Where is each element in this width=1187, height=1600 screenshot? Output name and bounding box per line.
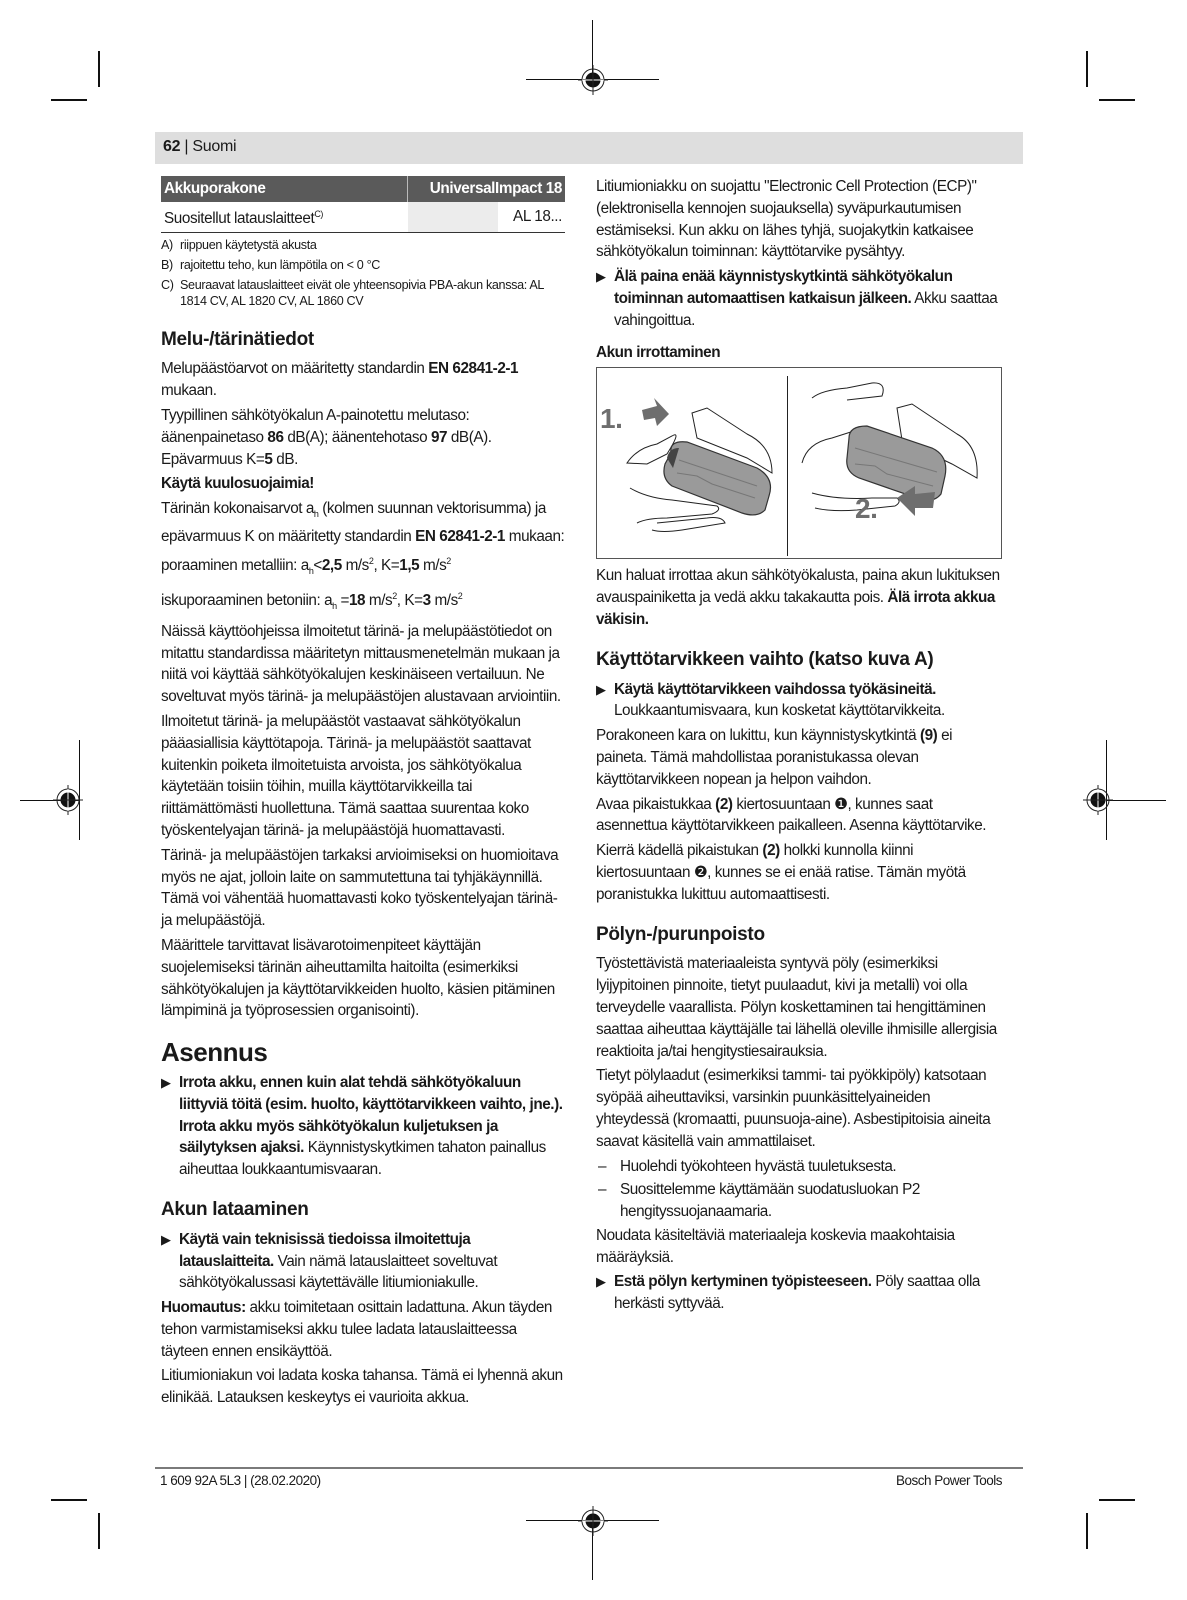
bullet-arrow-icon: ▶: [596, 269, 606, 285]
crop-mark: [51, 1499, 87, 1501]
subsection-heading-removal: Akun irrottaminen: [596, 343, 721, 361]
registration-mark-icon: [1080, 782, 1116, 818]
paragraph: Litiumioniakku on suojattu "Electronic Cell Protection (ECP)" (elektronisella kennojen suojauksella) syväpurkautumisen estämiseksi. Kun akku on lähes tyhjä, suojakytkin katkaisee sähkötyökalun toiminnan: käyttötarvike pysähtyy.: [596, 178, 977, 261]
crop-mark: [1099, 1499, 1135, 1501]
step-2-label: 2.: [855, 493, 878, 525]
registration-mark-icon: [575, 1503, 611, 1539]
vibration-value-metal: poraaminen metalliin: $a_h<2,5$ $m/s^2$, K=1,5 $m/s^2$: [161, 555, 451, 577]
battery-removal-figure: [596, 367, 1002, 559]
step-1-label: 1.: [600, 403, 623, 435]
spec-col-model: UniversalImpact 18: [408, 176, 565, 202]
paragraph: Ilmoitetut tärinä- ja melupäästöt vastaavat sähkötyökalun pääasiallisia käyttötapoja. Tärinä- ja melupäästöt saattavat kuitenkin poiketa ilmoitetuista arvoista, jos sähkötyökalua käytetään toisiin töihin, muilla käyttötarvikkeilla tai riittämättömästi huollettuna. Tämä saattaa suurentaa koko työskentelyajan tärinä- ja melupäästöjä huomattavasti.: [161, 712, 531, 839]
spec-empty-cell: [408, 202, 498, 232]
crop-mark: [1086, 1513, 1088, 1549]
table-row: [161, 202, 565, 232]
page-number: 62: [163, 138, 181, 155]
section-heading-charging: Akun lataaminen: [161, 1198, 309, 1220]
paragraph: Noudata käsiteltäviä materiaaleja koskevia maakohtaisia määräyksiä.: [596, 1226, 955, 1266]
bullet-arrow-icon: ▶: [596, 1274, 606, 1290]
crop-mark: [98, 51, 100, 87]
spec-table-header: [161, 176, 565, 202]
table-notes: [161, 237, 565, 309]
footnote-ref: C): [314, 208, 324, 219]
paragraph: Tärinän kokonaisarvot $a_h$ (kolmen suunnan vektorisumma) ja epävarmuus K on määritetty standardin EN 62841-2-1 mukaan:: [161, 500, 565, 546]
dash-list-item: – Huolehdi työkohteen hyvästä tuuletuksesta.: [598, 1157, 897, 1175]
paragraph: Tietyt pölylaadut (esimerkiksi tammi- tai pyökkipöly) katsotaan syöpää aiheuttaviksi, varsinkin puunkäsittelyaineiden yhteydessä (kromaatti, puunsuoja-aine). Asbestipitoisia aineita saavat käsitellä vain ammattilaiset.: [596, 1067, 991, 1150]
paragraph: Porakoneen kara on lukittu, kun käynnistyskytkintä (9) ei paineta. Tämä mahdollistaa poranistukassa olevan käyttötarvikkeen nopean ja helpon vaihdon.: [596, 727, 953, 788]
crop-mark: [1099, 99, 1135, 101]
push-arrow-icon: [642, 398, 669, 426]
dash-list-item: – Suosittelemme käyttämään suodatusluokan P2 hengityssuojanaamaria.: [598, 1181, 920, 1221]
note-item: A) riippuen käytetystä akusta: [161, 237, 317, 252]
section-heading-noise: Melu-/tärinätiedot: [161, 328, 314, 350]
registration-mark-icon: [50, 782, 86, 818]
spec-row-value: AL 18...: [498, 202, 565, 232]
safety-bullet: ▶ Estä pölyn kertyminen työpisteeseen. Pöly saattaa olla herkästi syttyvää.: [596, 1271, 1004, 1315]
publisher: Bosch Power Tools: [895, 1473, 1002, 1488]
registration-mark-icon: [575, 62, 611, 98]
footer-rule: [155, 1467, 1023, 1469]
left-column: [161, 176, 565, 1412]
header-separator: |: [184, 138, 189, 155]
section-heading-dust: Pölyn-/purunpoisto: [596, 923, 765, 945]
figure-divider: [787, 376, 788, 556]
paragraph: Tyypillinen sähkötyökalun A-painotettu melutaso: äänenpainetaso 86 dB(A); äänentehotaso 97 dB(A). Epävarmuus K=5 dB.: [161, 407, 492, 468]
safety-bullet: ▶ Käytä vain teknisissä tiedoissa ilmoitettuja latauslaitteita. Vain nämä latauslaitteet soveltuvat sähkötyökalussasi käytettävälle litiumioniakulle.: [161, 1229, 565, 1294]
safety-bullet: ▶ Älä paina enää käynnistyskytkintä sähkötyökalun toiminnan automaattisen katkaisun jälkeen. Akku saattaa vahingoittua.: [596, 266, 1004, 331]
note-paragraph: Huomautus: akku toimitetaan osittain ladattuna. Akun täyden tehon varmistamiseksi akku tulee ladata latauslaitteessa täyteen ennen ensikäyttöä.: [161, 1299, 552, 1360]
paragraph: Litiumioniakun voi ladata koska tahansa. Tämä ei lyhennä akun elinikää. Latauksen keskeytys ei vaurioita akkua.: [161, 1367, 563, 1407]
section-heading-tool-change: Käyttötarvikkeen vaihto (katso kuva A): [596, 648, 934, 670]
paragraph: Määrittele tarvittavat lisävarotoimenpiteet käyttäjän suojelemiseksi tärinän aiheuttamilta haitoilta (esimerkiksi sähkötyökalujen ja käyttötarvikkeiden huolto, käsien pitäminen lämpiminä ja työprosessien organisointi).: [161, 936, 555, 1020]
bullet-arrow-icon: ▶: [161, 1074, 171, 1090]
spec-table: [161, 176, 565, 233]
paragraph: Näissä käyttöohjeissa ilmoitetut tärinä- ja melupäästötiedot on mitattu standardissa määritetyn mittausmenetelmän mukaan ja niitä voi käyttää sähkötyökalujen keskinäiseen vertailuun. Ne soveltuvat myös tärinä- ja melupäästöjen alustavaan arviointiin.: [161, 622, 561, 706]
battery-removal-illustration: [597, 368, 1001, 558]
page-header: [155, 132, 1023, 164]
spec-row-label: Suositellut latauslaitteet: [164, 209, 315, 227]
bullet-arrow-icon: ▶: [596, 681, 606, 697]
section-heading-install: Asennus: [161, 1037, 268, 1068]
note-item: C) Seuraavat latauslaitteet eivät ole yhteensopivia PBA-akun kanssa: AL 1814 CV, AL 1820 CV, AL 1860 CV: [161, 277, 544, 308]
right-column: [596, 176, 1004, 1318]
paragraph: Työstettävistä materiaaleista syntyvä pöly (esimerkiksi lyijypitoinen pinnoite, tietyt puulaadut, kivi ja metalli) voi olla terveydelle vaarallista. Pölyn koskettaminen tai hengittäminen saattaa aiheuttaa käyttäjälle tai lähellä oleville ihmisille allergisia reaktioita ja/tai hengitystiesairauksia.: [596, 955, 997, 1060]
hearing-protection-warning: Käytä kuulosuojaimia!: [161, 475, 314, 493]
header-language: Suomi: [192, 138, 237, 155]
safety-bullet: ▶ Käytä käyttötarvikkeen vaihdossa työkäsineitä. Loukkaantumisvaara, kun kosketat käyttötarvikkeita.: [596, 679, 1004, 723]
crop-mark: [51, 99, 87, 101]
safety-bullet: ▶ Irrota akku, ennen kuin alat tehdä sähkötyökaluun liittyviä töitä (esim. huolto, käyttötarvikkeen vaihto, jne.). Irrota akku myös sähkötyökalun kuljetuksen ja säilytyksen ajaksi. Käynnistyskytkimen tahaton painallus aiheuttaa loukkaantumisvaaran.: [161, 1072, 565, 1181]
bullet-arrow-icon: ▶: [161, 1231, 171, 1247]
spec-col-product: Akkuporakone: [161, 176, 408, 202]
paragraph: Tärinä- ja melupäästöjen tarkaksi arvioimiseksi on huomioitava myös ne ajat, jolloin laite on sammutettuna tai tyhjäkäynnillä. Tämä voi vähentää huomattavasti koko työskentelyajan tärinä- ja melupäästöjä.: [161, 846, 559, 930]
paragraph: Melupäästöarvot on määritetty standardin EN 62841-2-1 mukaan.: [161, 360, 519, 400]
document-number: 1 609 92A 5L3 | (28.02.2020): [160, 1473, 321, 1488]
paragraph: Avaa pikaistukkaa (2) kiertosuuntaan ❶, kunnes saat asennettua käyttötarvikkeen paikalleen. Asenna käyttötarvike.: [596, 795, 987, 835]
paragraph: Kun haluat irrottaa akun sähkötyökalusta, paina akun lukituksen avauspainiketta ja vedä akku takakautta pois. Älä irrota akkua väkisin.: [596, 567, 1000, 628]
vibration-value-concrete: iskuporaaminen betoniin: $a_h =18$ $m/s^2$, K=3 $m/s^2$: [161, 590, 463, 611]
note-item: B) rajoitettu teho, kun lämpötila on < 0 °C: [161, 257, 381, 272]
crop-mark: [98, 1513, 100, 1549]
crop-mark: [1086, 51, 1088, 87]
paragraph: Kierrä kädellä pikaistukan (2) holkki kunnolla kiinni kiertosuuntaan ❷, kunnes se ei enää ratise. Tämän myötä poranistukka lukittuu automaattisesti.: [596, 842, 966, 903]
